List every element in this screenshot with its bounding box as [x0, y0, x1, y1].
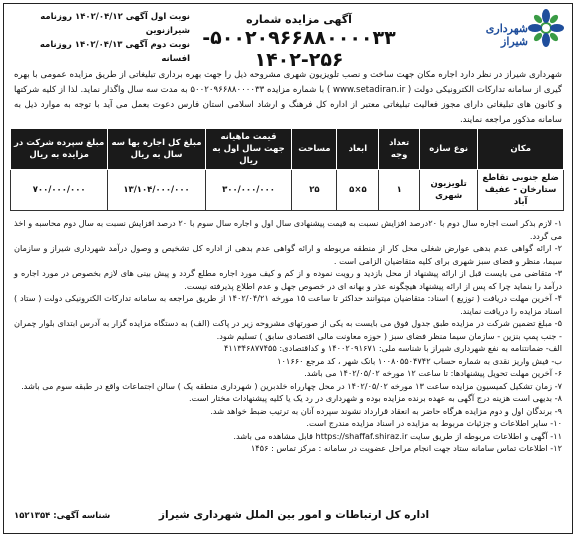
cell-total-rent: ۱۳/۱۰۴/۰۰۰/۰۰۰ — [108, 170, 205, 211]
condition-item: ۲- ارائه گواهی عدم بدهی عوارض شغلی محل کار از منطقه مربوطه و ارائه گواهی عدم بدهی از اداره کل تشخیص و وصول درآمد شهرداری شیراز و سازمان سیما، منظر و فضای سبز شهری برای کلیه متقاضیان الزامی است . — [14, 243, 562, 266]
cell-monthly-price: ۳۰۰/۰۰۰/۰۰۰ — [205, 170, 292, 211]
cell-location: ضلع جنوبی تقاطع ستارخان - عفیف آباد — [478, 170, 564, 211]
condition-item: ۸- بدیهی است هزینه درج آگهی به عهده برنده مزایده بوده و شهرداری در رد یک یا کلیه پیشنهادات مختار است. — [189, 393, 562, 403]
tender-number-suffix: ۱۴۰۲-۲۵۶ — [254, 49, 344, 71]
cell-face-count: ۱ — [379, 170, 420, 211]
condition-item: الف- ضمانتنامه به نفع شهرداری شیراز با شناسه ملی: ۱۴۰۰۲۰۹۱۶۷۱ و کداقتصادی: ۴۱۱۳۴۶۸۷۷۴۵۵ — [224, 343, 562, 353]
title-block — [194, 8, 404, 71]
intro-paragraph: شهرداری شیراز در نظر دارد اجاره مکان جهت ساخت و نصب تلویزیون شهری مشروحه ذیل را جهت بهره برداری تبلیغاتی از طریق مزایده عمومی با بهره گیری از سامانه تدارکات الکترونیکی دولت ( www.setadiran.ir ) با شماره مزایده ۵۰۰۲۰۹۶۶۸۸۰۰۰۰۳۳ به مدت سه سال واگذار نماید. لذا از کلیه شرکتها و کانون های تبلیغاتی دارای مجوز فعالیت تبلیغاتی معتبر از اداره کل فرهنگ و ارشاد اسلامی استان فارس دعوت بعمل می آید با توجه به موارد ذیل به سامانه مذکور مراجعه نمایند. — [14, 70, 562, 125]
cell-deposit: ۷۰۰/۰۰۰/۰۰۰ — [11, 170, 108, 211]
condition-item: ۶- آخرین مهلت تحویل پیشنهادها: تا ساعت ۱۲ مورخه ۱۴۰۲/۰۵/۰۲ می باشد. — [304, 368, 562, 378]
col-area: مساحت — [292, 129, 337, 170]
col-location: مکان — [478, 129, 564, 170]
cell-structure-type: تلویزیون شهری — [420, 170, 478, 211]
footer — [4, 509, 572, 527]
logo-text: شهرداری شیراز — [485, 22, 528, 48]
condition-item: ۱- لازم بذکر است اجاره سال دوم با ۲۰درصد افزایش نسبت به قیمت پیشنهادی سال اول و اجاره سال سوم با ۲۰ درصد افزایش نسبت به سال دوم محاسبه و اخذ می گردد. — [14, 218, 562, 241]
col-monthly-price: قیمت ماهیانه جهت سال اول به ریال — [205, 129, 292, 170]
ad-id: شناسه آگهی: ۱۵۲۱۳۵۴ — [14, 511, 111, 521]
col-total-rent: مبلغ کل اجاره بها سه سال به ریال — [108, 129, 205, 170]
col-face-count: تعداد وجه — [379, 129, 420, 170]
condition-item: ب- فیش واریز نقدی به شماره حساب ۱۰۰۸۰۵۵۰۴۷۴۲ بانک شهر ، کد مرجع ۱۰۱۶۶۰ — [277, 355, 562, 366]
condition-item: ۱۲- اطلاعات تماس سامانه ستاد جهت انجام مراحل عضویت در سامانه : مرکز تماس : ۱۴۵۶ — [250, 443, 562, 453]
condition-item: ۷- زمان تشکیل کمیسیون مزایده ساعت ۱۳ مورخه ۱۴۰۲/۰۵/۰۲ در محل چهارراه خلدبرین ( شهرداری منطقه یک ) سالن اجتماعات واقع در طبقه سوم می باشد. — [21, 380, 562, 391]
condition-item: ۱۰- سایر اطلاعات و جزئیات مربوط به مزایده در اسناد مزایده مندرج است. — [306, 418, 562, 428]
publication-dates — [10, 10, 190, 66]
title-line — [194, 8, 404, 49]
header — [4, 4, 572, 71]
tender-number: ۵۰۰۲۰۹۶۶۸۸۰۰۰۰۳۳- — [202, 27, 396, 49]
logo-flower-icon — [528, 8, 564, 48]
issuing-office: اداره کل ارتباطات و امور بین الملل شهرداری شیراز — [158, 509, 430, 521]
condition-item: ۱۱- آگهی و اطلاعات مربوطه از طریق سایت https://shaffaf.shiraz.ir قابل مشاهده می باشد. — [233, 430, 562, 441]
publication-second: نوبت دوم آگهی ۱۴۰۲/۰۴/۱۳ روزنامه افسانه — [39, 40, 190, 64]
col-deposit: مبلغ سپرده شرکت در مزایده به ریال — [11, 129, 108, 170]
auction-table — [10, 128, 564, 211]
conditions-list — [4, 211, 572, 455]
publication-first: نوبت اول آگهی ۱۴۰۲/۰۴/۱۲ روزنامه شیرازنوین — [40, 12, 190, 36]
condition-item: ۳- متقاضی می بایست قبل از ارائه پیشنهاد از محل بازدید و رویت نموده و از کم و کیف مورد اجاره مطلع گردد و پیش بینی های لازم بخصوص در مورد اجاره و درآمد را بنماید چرا که پس از ارائه پیشنهاد هیچگونه عذر و بهانه ای در خصوص جهل و عدم اطلاع پذیرفته نیست. — [14, 268, 562, 291]
shiraz-municipality-logo — [472, 8, 564, 54]
cell-dimensions: ۵×۵ — [337, 170, 379, 211]
title-label: آگهی مزایده شماره — [246, 13, 352, 26]
ad-page — [3, 3, 573, 534]
cell-area: ۲۵ — [292, 170, 337, 211]
condition-item: ۴- آخرین مهلت دریافت ( توزیع ) اسناد: متقاضیان میتوانند حداکثر تا ساعت ۱۵ مورخه ۱۴۰۲/۰۴/۲۱ از طریق مراجعه به سامانه تدارکات الکترونیکی دولت ( ستاد ) اسناد مزایده را دریافت نمایند. — [14, 293, 562, 316]
table-row — [11, 170, 564, 211]
col-structure-type: نوع سازه — [420, 129, 478, 170]
condition-item: ۹- برندگان اول و دوم مزایده هرگاه حاضر به انعقاد قرارداد نشوند سپرده آنان به ترتیب ضبط خواهد شد. — [210, 405, 562, 416]
condition-item: ۵- مبلغ تضمین شرکت در مزایده طبق جدول فوق می بایست به یکی از صورتهای مشروحه زیر در پاکت (الف) به دستگاه مزایده گزار به آدرس ابتدای بلوار چمران - جنب پمپ بنزین - سازمان سیما منظر فضای سبز ( حوزه معاونت مالی اقتصادی سابق ) تسلیم شود. — [14, 318, 562, 341]
table-header-row — [11, 129, 564, 170]
col-dimensions: ابعاد — [337, 129, 379, 170]
